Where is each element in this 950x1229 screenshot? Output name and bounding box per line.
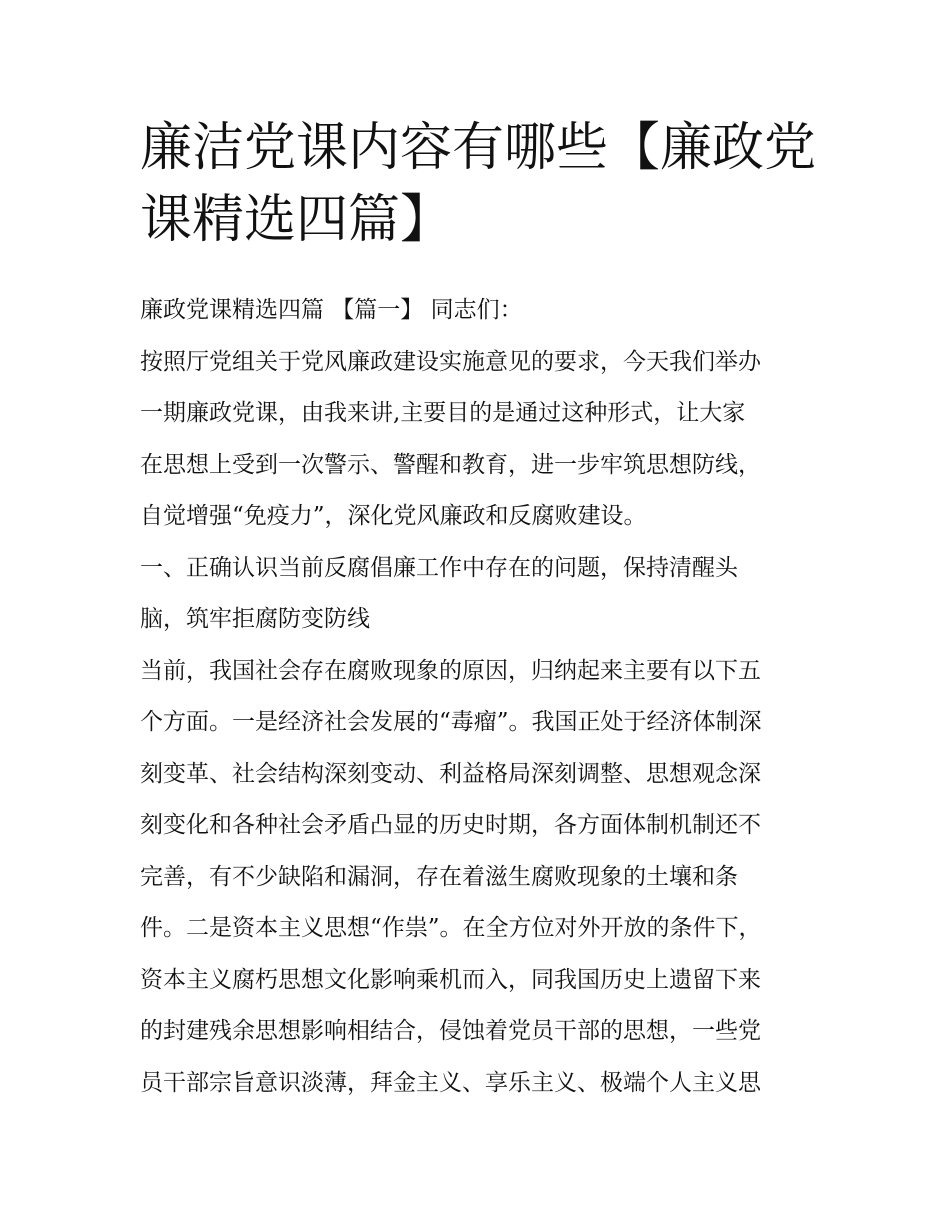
body-line: 个方面。一是经济社会发展的“毒瘤”。我国正处于经济体制深 xyxy=(140,709,762,735)
body-line: 刻变化和各种社会矛盾凸显的历史时期，各方面体制机制还不 xyxy=(140,812,761,838)
body-line: 资本主义腐朽思想文化影响乘机而入，同我国历史上遗留下来 xyxy=(140,966,761,993)
body-line: 按照厅党组关于党风廉政建设实施意见的要求，今天我们举办 xyxy=(140,348,761,375)
body-line: 自觉增强“免疫力”，深化党风廉政和反腐败建设。 xyxy=(140,503,647,529)
title-line: 课精选四篇】 xyxy=(140,190,453,250)
document-body xyxy=(140,285,820,1109)
body-line: 完善，有不少缺陷和漏洞，存在着滋生腐败现象的土壤和条 xyxy=(140,863,738,890)
section-heading-line: 脑，筑牢拒腐防变防线 xyxy=(140,606,370,632)
body-line: 一期廉政党课，由我来讲,主要目的是通过这种形式，让大家 xyxy=(140,400,746,426)
body-line: 当前，我国社会存在腐败现象的原因，归纳起来主要有以下五 xyxy=(140,657,761,684)
document-title xyxy=(140,112,820,256)
section-heading-line: 一、正确认识当前反腐倡廉工作中存在的问题，保持清醒头 xyxy=(140,554,738,581)
body-line: 刻变革、社会结构深刻变动、利益格局深刻调整、思想观念深 xyxy=(140,760,761,787)
title-line: 廉洁党课内容有哪些【廉政党 xyxy=(140,118,817,178)
body-line: 的封建残余思想影响相结合，侵蚀着党员干部的思想，一些党 xyxy=(140,1018,761,1044)
body-line: 件。二是资本主义思想“作祟”。在全方位对外开放的条件下， xyxy=(140,915,762,941)
body-line: 在思想上受到一次警示、警醒和教育，进一步牢筑思想防线， xyxy=(140,451,761,478)
body-line: 员干部宗旨意识淡薄，拜金主义、享乐主义、极端个人主义思 xyxy=(140,1069,761,1096)
body-line: 廉政党课精选四篇 【篇一】 同志们： xyxy=(140,297,523,323)
